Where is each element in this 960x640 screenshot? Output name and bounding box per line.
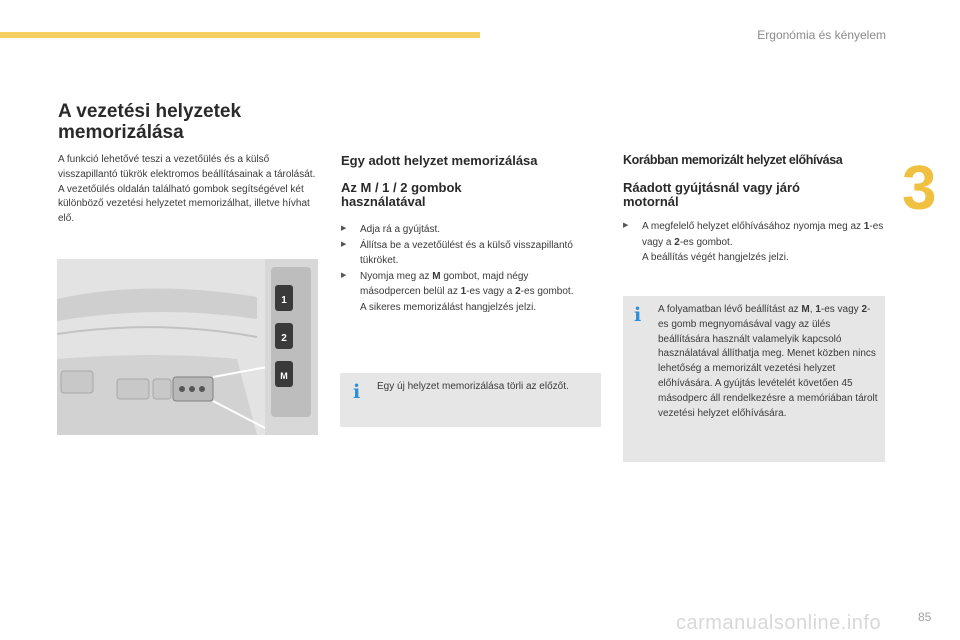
section-heading-recall: Korábban memorizált helyzet előhívása xyxy=(623,153,843,167)
subheading-buttons xyxy=(341,181,601,210)
subheading-ignition-line1: Ráadott gyújtásnál vagy járó xyxy=(623,180,800,195)
info-icon: i xyxy=(353,381,361,403)
memory-button-2: 2 xyxy=(281,333,287,344)
list-item: ▶ Nyomja meg az M gombot, majd négy másodpercen belül az 1-es vagy a 2-es gombot. xyxy=(341,270,574,297)
recall-steps-list xyxy=(623,219,885,266)
list-item: ▶ Állítsa be a vezetőülést és a külső visszapillantó tükröket. xyxy=(341,239,573,266)
memorize-steps-list xyxy=(341,222,591,315)
list-item-continuation: A beállítás végét hangjelzés jelzi. xyxy=(642,252,789,263)
page-title-line1: A vezetési helyzetek xyxy=(58,101,242,122)
arrow-bullet-icon: ▶ xyxy=(341,240,347,248)
chapter-number: 3 xyxy=(902,154,937,223)
page-title-line2: memorizálása xyxy=(58,121,184,143)
info-text: A folyamatban lévő beállítást az M, 1-es vagy 2-es gomb megnyomásával vagy az ülés beállítására használt valamelyik kapcsoló használatával állíthatja meg. Menet közben nincs lehetőség a memorizált vezetési helyzet előhívására. A gyújtás levételét követően 45 másodperc áll rendelkezésre a memóriában tárolt vezetési helyzet előhívására. xyxy=(658,304,878,419)
info-box-memorize xyxy=(340,373,601,427)
header-accent-bar xyxy=(0,32,480,38)
memory-button-1: 1 xyxy=(281,295,287,306)
subheading-ignition xyxy=(623,181,883,210)
seat-memory-buttons-illustration xyxy=(57,259,318,435)
arrow-bullet-icon: ▶ xyxy=(623,222,629,229)
info-box-recall xyxy=(623,296,885,462)
arrow-bullet-icon: ▶ xyxy=(341,271,347,279)
list-item: ▶ Adja rá a gyújtást. xyxy=(341,224,441,235)
arrow-bullet-icon: ▶ xyxy=(341,225,347,232)
memory-button-m: M xyxy=(280,371,288,381)
info-text: Egy új helyzet memorizálása törli az előzőt. xyxy=(377,381,569,392)
section-heading-memorize: Egy adott helyzet memorizálása xyxy=(341,153,538,168)
subheading-buttons-line1: Az M / 1 / 2 gombok xyxy=(341,180,462,195)
page-number: 85 xyxy=(918,610,932,624)
list-item: ▶ A megfelelő helyzet előhívásához nyomja meg az 1-es vagy a 2-es gombot. xyxy=(623,221,884,248)
info-icon: i xyxy=(634,304,642,326)
subheading-buttons-line2: használatával xyxy=(341,194,426,210)
watermark: carmanualsonline.info xyxy=(676,612,882,634)
list-item-continuation: A sikeres memorizálást hangjelzés jelzi. xyxy=(360,301,537,313)
subheading-ignition-line2: motornál xyxy=(623,194,679,210)
chapter-header: Ergonómia és kényelem xyxy=(757,28,886,42)
intro-paragraph: A funkció lehetővé teszi a vezetőülés és a külső visszapillantó tükrök elektromos beállításainak a tárolását. A vezetőülés oldalán található gombok segítségével két különböző vezetési helyzetet memorizálhat, illetve hívhat elő. xyxy=(58,154,316,225)
page-title xyxy=(58,102,318,143)
